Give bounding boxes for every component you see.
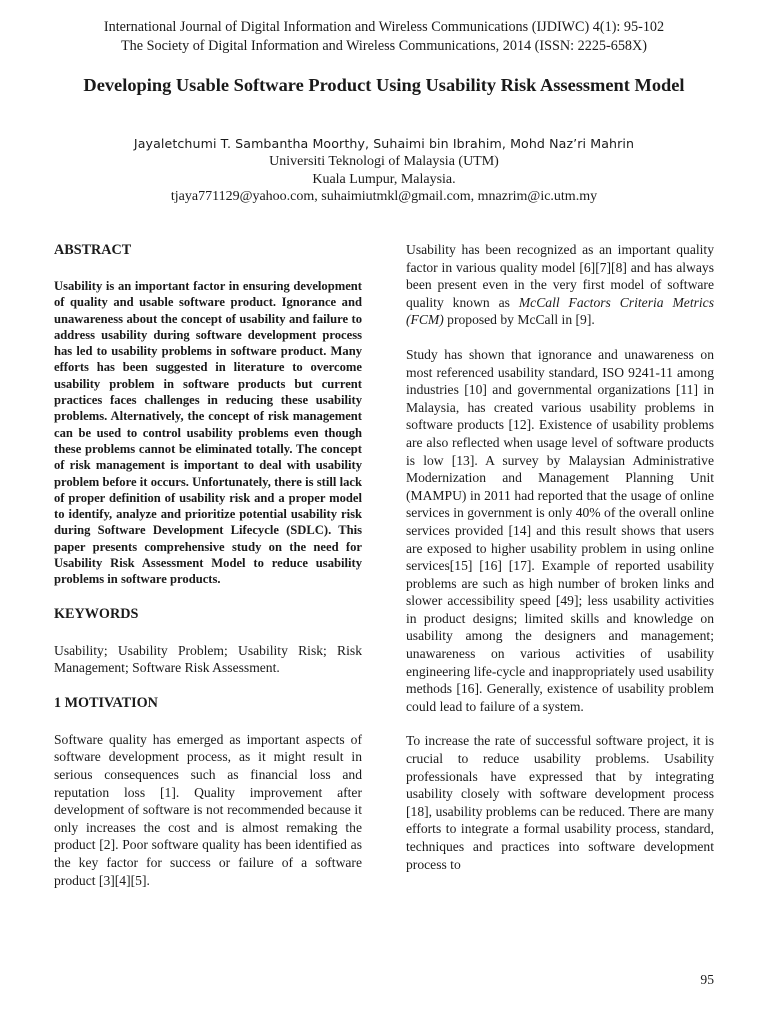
author-emails: tjaya771129@yahoo.com, suhaimiutmkl@gmail.com, mnazrim@ic.utm.my	[170, 189, 598, 205]
journal-header	[0, 18, 768, 56]
authors-block	[0, 135, 768, 206]
right-paragraph-1-tail: proposed by McCall in [9].	[443, 312, 595, 328]
page-number: 95	[700, 972, 714, 987]
abstract-heading: ABSTRACT	[54, 242, 132, 258]
journal-header-line-1: International Journal of Digital Information and Wireless Communications (IJDIWC) 4(1): 95-102	[103, 19, 665, 35]
right-column	[406, 241, 714, 873]
motivation-heading: 1 MOTIVATION	[54, 694, 158, 711]
right-paragraph-3: To increase the rate of successful software project, it is crucial to reduce usability problems. Usability professionals have expressed that by integrating usability closely with software development process [18], usability problems can be reduced. There are many efforts to integrate a formal usability process, standard, techniques and practices into software development process to	[406, 733, 714, 872]
journal-header-line-2: The Society of Digital Information and Wireless Communications, 2014 (ISSN: 2225-658X)	[121, 38, 647, 54]
paper-title: Developing Usable Software Product Using Usability Risk Assessment Model	[83, 75, 685, 95]
right-paragraph-2: Study has shown that ignorance and unawareness on most referenced usability standard, ISO 9241-11 among industries [10] and governmental organizations [11] in Malaysia, has created various usability problems in software products [12]. Existence of usability problems are also reflected when usage level of software products is low [13]. A survey by Malaysian Administrative Modernization and Management Planning Unit (MAMPU) in 2011 had reported that the usage of online services in government is only 40% of the overall online services provided [14] and this result shows that users are exposed to higher usability problem in using online services[15] [16] [17]. Example of reported usability problems are such as high number of broken links and slower accessibility speed [49]; less usability activities in product designs; limited skills and knowledge on usability among the designers and management; unawareness on various activities of usability engineering life-cycle and inappropriately used usability methods [16]. Generally, existence of usability problem could lead to failure of a system.	[406, 346, 714, 714]
mccall-fcm-term: McCall Factors Criteria Metrics (FCM)	[406, 294, 714, 328]
author-names: Jayaletchumi T. Sambantha Moorthy, Suhaimi bin Ibrahim, Mohd Naz’ri Mahrin	[133, 136, 635, 151]
right-paragraph-1-text: Usability has been recognized as an important quality factor in various quality model [6][7][8] and has always been present even in the very first model of software quality known as	[406, 242, 714, 310]
author-affiliation: Universiti Teknologi of Malaysia (UTM)	[269, 153, 499, 169]
motivation-paragraph-1: Software quality has emerged as important aspects of software development process, as it might result in serious consequences such as financial loss and reputation loss [1]. Quality improvement after development of software is not recommended because it only increases the cost and is almost remaking the product [2]. Poor software quality has been identified as the key factor for success or failure of a software product [3][4][5].	[54, 731, 362, 888]
abstract-body: Usability is an important factor in ensuring development of quality and usable software product. Ignorance and unawareness about the concept of usability and failure to address usability during software development process has led to usability problems in software product. Many efforts has been suggested in literature to overcome usability problem in software products but current practices faces challenges in reducing these usability problems. Alternatively, the concept of risk management can be used to control usability problems even though these problems cannot be eliminated totally. The concept of risk management is important to deal with usability problem before it occurs. Unfortunately, there is still lack of proper definition of usability risk and a proper model to identify, analyze and prioritize potential usability risk during Software Development Lifecycle (SDLC). This paper presents comprehensive study on the need for Usability Risk Assessment Model to reduce usability problems in software products.	[54, 279, 362, 587]
left-column	[54, 241, 362, 889]
author-location: Kuala Lumpur, Malaysia.	[312, 171, 456, 187]
right-paragraph-1	[406, 241, 714, 329]
keywords-body: Usability; Usability Problem; Usability Risk; Risk Management; Software Risk Assessment.	[54, 642, 362, 676]
keywords-heading: KEYWORDS	[54, 605, 139, 622]
